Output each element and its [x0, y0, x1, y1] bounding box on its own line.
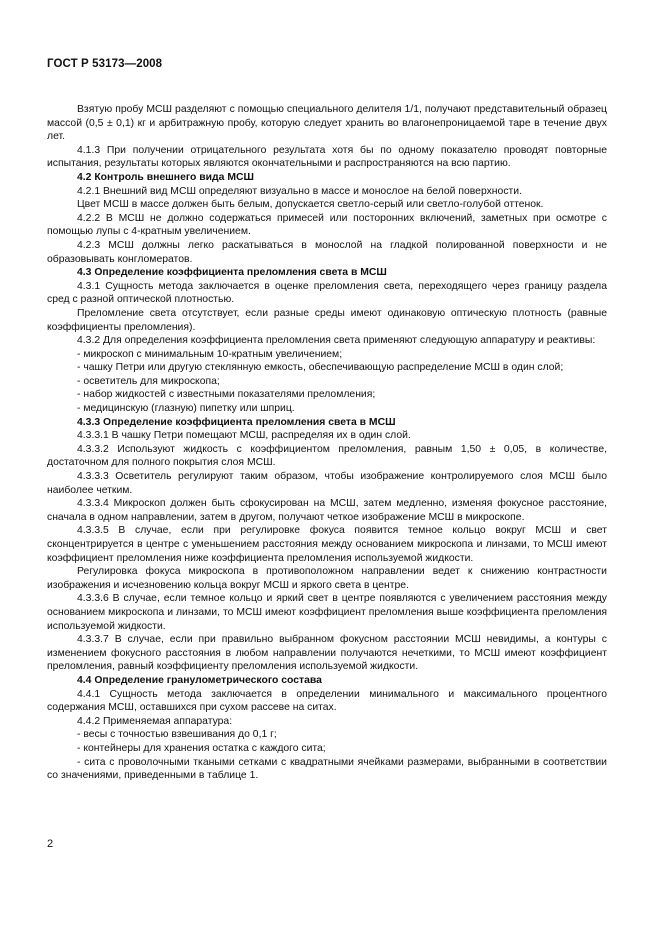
paragraph: 4.3.3.2 Используют жидкость с коэффициентом преломления, равным 1,50 ± 0,05, в количестве, достаточном для полного покрытия слоя МСШ.: [47, 443, 607, 469]
section-heading: 4.3.3 Определение коэффициента преломления света в МСШ: [77, 416, 396, 428]
paragraph: 4.3.3.3 Осветитель регулируют таким образом, чтобы изображение контролируемого слоя МСШ было наиболее четким.: [47, 471, 607, 496]
paragraph: Цвет МСШ в массе должен быть белым, допускается светло-серый или светло-голубой оттенок.: [77, 199, 544, 211]
paragraph: 4.3.3.1 В чашку Петри помещают МСШ, распределяя их в один слой.: [77, 430, 411, 442]
list-item: - медицинскую (глазную) пипетку или шприц.: [77, 403, 295, 415]
section-heading: 4.3 Определение коэффициента преломления света в МСШ: [77, 267, 387, 279]
paragraph: Преломление света отсутствует, если разные среды имеют одинаковую оптическую плотность (равные коэффициенты преломления).: [47, 307, 607, 333]
paragraph: 4.2.2 В МСШ не должно содержаться примесей или посторонних включений, заметных при осмотре с помощью лупы с 4-кратным увеличением.: [47, 212, 607, 238]
paragraph: 4.2.1 Внешний вид МСШ определяют визуально в массе и монослое на белой поверхности.: [77, 185, 522, 197]
paragraph: - сита с проволочными ткаными сетками с квадратными ячейками размерами, выбранными в соответствии со значениями, приведенными в таблице 1.: [47, 756, 607, 782]
page-number: 2: [47, 838, 54, 850]
paragraph: 4.4.2 Применяемая аппаратура:: [77, 715, 233, 727]
paragraph: 4.3.3.7 В случае, если при правильно выбранном фокусном расстоянии МСШ невидимы, а контуры с изменением фокусного расстояния в любом направлении получаются нечеткими, то МСШ имеют коэффициент преломления, равный коэффициенту преломления используемой жидкости.: [47, 634, 607, 673]
list-item: - контейнеры для хранения остатка с каждого сита;: [77, 742, 326, 754]
paragraph: 4.3.3.6 В случае, если темное кольцо и яркий свет в центре появляются с увеличением расстояния между основанием микроскопа и линзами, то МСШ имеют коэффициент преломления выше коэффициента преломления используемой жидкости.: [47, 593, 607, 632]
paragraph: Регулировка фокуса микроскопа в противоположном направлении ведет к снижению контрастности изображения и исчезновению кольца вокруг МСШ и яркого света в центре.: [47, 566, 607, 591]
paragraph: 4.3.2 Для определения коэффициента преломления света применяют следующую аппаратуру и реактивы:: [77, 335, 596, 347]
list-item: - весы с точностью взвешивания до 0,1 г;: [77, 729, 277, 741]
document-body: [47, 103, 607, 783]
paragraph: Взятую пробу МСШ разделяют с помощью специального делителя 1/1, получают представительный образец массой (0,5 ± 0,1) кг и арбитражную пробу, которую следует хранить во влагонепроницаемой таре в течение двух лет.: [47, 104, 607, 143]
paragraph: 4.3.3.4 Микроскоп должен быть сфокусирован на МСШ, затем медленно, изменяя фокусное расстояние, сначала в одном направлении, затем в другом, получают четкое изображение МСШ в микроскопе.: [47, 498, 607, 523]
document-header: ГОСТ Р 53173—2008: [47, 58, 163, 70]
list-item: - чашку Петри или другую стеклянную емкость, обеспечивающую распределение МСШ в один слой;: [77, 362, 564, 374]
list-item: - набор жидкостей с известными показателями преломления;: [77, 389, 376, 401]
paragraph: 4.3.1 Сущность метода заключается в оценке преломления света, переходящего через границу раздела сред с разной оптической плотностью.: [47, 280, 607, 306]
section-heading: 4.2 Контроль внешнего вида МСШ: [77, 171, 254, 183]
paragraph: 4.3.3.5 В случае, если при регулировке фокуса появится темное кольцо вокруг МСШ и свет сконцентрируется в центре с уменьшением расстояния между основанием микроскопа и линзами, то МСШ имеют коэффициент преломления ниже коэффициента преломления используемой жидкости.: [47, 525, 607, 564]
section-heading: 4.4 Определение гранулометрического состава: [77, 674, 322, 686]
paragraph: 4.2.3 МСШ должны легко раскатываться в монослой на гладкой полированной поверхности и не образовывать конгломератов.: [47, 239, 607, 265]
list-item: - осветитель для микроскопа;: [77, 375, 220, 387]
list-item: - микроскоп с минимальным 10-кратным увеличением;: [77, 348, 343, 360]
paragraph: 4.1.3 При получении отрицательного результата хотя бы по одному показателю проводят повторные испытания, результаты которых являются окончательными и распространяются на всю партию.: [47, 144, 607, 170]
paragraph: 4.4.1 Сущность метода заключается в определении минимального и максимального процентного содержания МСШ, оставшихся при сухом рассеве на ситах.: [47, 688, 607, 714]
